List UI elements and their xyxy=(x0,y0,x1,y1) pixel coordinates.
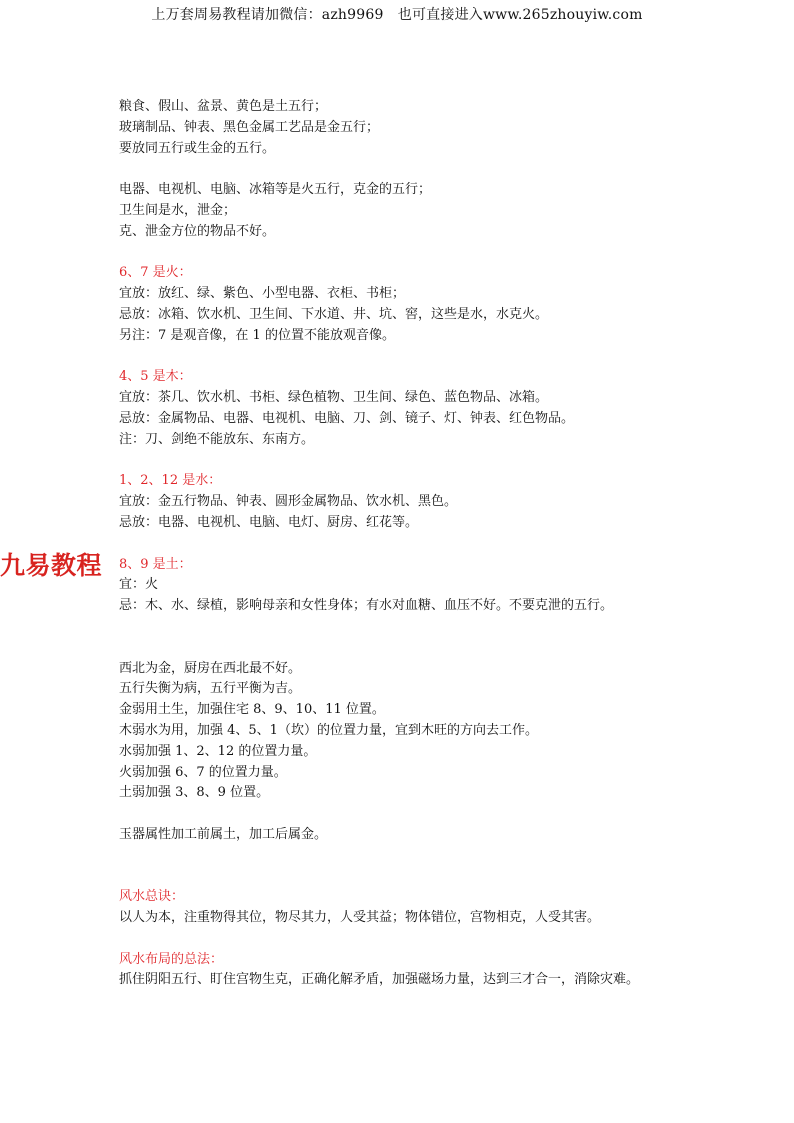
section-heading-general-rule: 风水总诀： xyxy=(119,889,185,905)
spacer xyxy=(119,929,759,950)
text-line: 宜放：放红、绿、紫色、小型电器、衣柜、书柜； xyxy=(119,286,406,302)
text-line: 金弱用土生，加强住宅 8、9、10、11 位置。 xyxy=(119,702,385,718)
text-line: 要放同五行或生金的五行。 xyxy=(119,140,276,156)
text-line: 木弱水为用，加强 4、5、1（坎）的位置力量，宜到木旺的方向去工作。 xyxy=(119,722,538,738)
text-line: 宜放：茶几、饮水机、书柜、绿色植物、卫生间、绿色、蓝色物品、冰箱。 xyxy=(119,390,549,406)
text-line: 土弱加强 3、8、9 位置。 xyxy=(119,785,270,801)
text-line: 另注：7 是观音像，在 1 的位置不能放观音像。 xyxy=(119,327,395,343)
text-line: 以人为本，注重物得其位，物尽其力，人受其益；物体错位，宫物相克，人受其害。 xyxy=(119,910,601,926)
section-heading-wood: 4、5 是木： xyxy=(119,369,192,385)
text-line: 注：刀、剑绝不能放东、东南方。 xyxy=(119,431,315,447)
document-body xyxy=(119,97,759,991)
spacer xyxy=(119,804,759,825)
spacer xyxy=(119,159,759,180)
text-line: 忌放：冰箱、饮水机、卫生间、下水道、井、坑、窖，这些是水，水克火。 xyxy=(119,306,549,322)
page-header-banner: 上万套周易教程请加微信：azh9969 也可直接进入www.265zhouyiw.com xyxy=(151,7,643,23)
section-heading-fire: 6、7 是火： xyxy=(119,265,192,281)
text-line: 宜放：金五行物品、钟表、圆形金属物品、饮水机、黑色。 xyxy=(119,494,458,510)
text-line: 忌放：金属物品、电器、电视机、电脑、刀、剑、镜子、灯、钟表、红色物品。 xyxy=(119,410,575,426)
text-line: 忌：木、水、绿植，影响母亲和女性身体；有水对血糖、血压不好。不要克泄的五行。 xyxy=(119,598,614,614)
spacer xyxy=(119,347,759,368)
section-heading-layout-rule: 风水布局的总法： xyxy=(119,951,224,967)
watermark-logo: 九易教程 xyxy=(0,551,103,580)
spacer xyxy=(119,534,759,555)
text-line: 忌放：电器、电视机、电脑、电灯、厨房、红花等。 xyxy=(119,514,419,530)
text-line: 粮食、假山、盆景、黄色是土五行； xyxy=(119,99,328,114)
text-line: 五行失衡为病，五行平衡为吉。 xyxy=(119,681,302,697)
text-line: 玉器属性加工前属土，加工后属金。 xyxy=(119,826,328,842)
text-line: 抓住阴阳五行、盯住宫物生克，正确化解矛盾，加强磁场力量，达到三才合一，消除灾难。 xyxy=(119,972,640,988)
section-heading-water: 1、2、12 是水： xyxy=(119,473,222,489)
spacer xyxy=(119,243,759,264)
text-line: 西北为金，厨房在西北最不好。 xyxy=(119,660,302,676)
section-heading-earth: 8、9 是土： xyxy=(119,556,192,572)
text-line: 卫生间是水，泄金； xyxy=(119,202,237,218)
text-line: 克、泄金方位的物品不好。 xyxy=(119,223,276,239)
spacer xyxy=(119,846,759,888)
spacer xyxy=(119,451,759,472)
text-line: 电器、电视机、电脑、冰箱等是火五行，克金的五行； xyxy=(119,182,432,198)
text-line: 玻璃制品、钟表、黑色金属工艺品是金五行； xyxy=(119,119,380,135)
text-line: 火弱加强 6、7 的位置力量。 xyxy=(119,764,287,780)
text-line: 宜：火 xyxy=(119,577,159,593)
text-line: 水弱加强 1、2、12 的位置力量。 xyxy=(119,743,317,759)
spacer xyxy=(119,617,759,659)
